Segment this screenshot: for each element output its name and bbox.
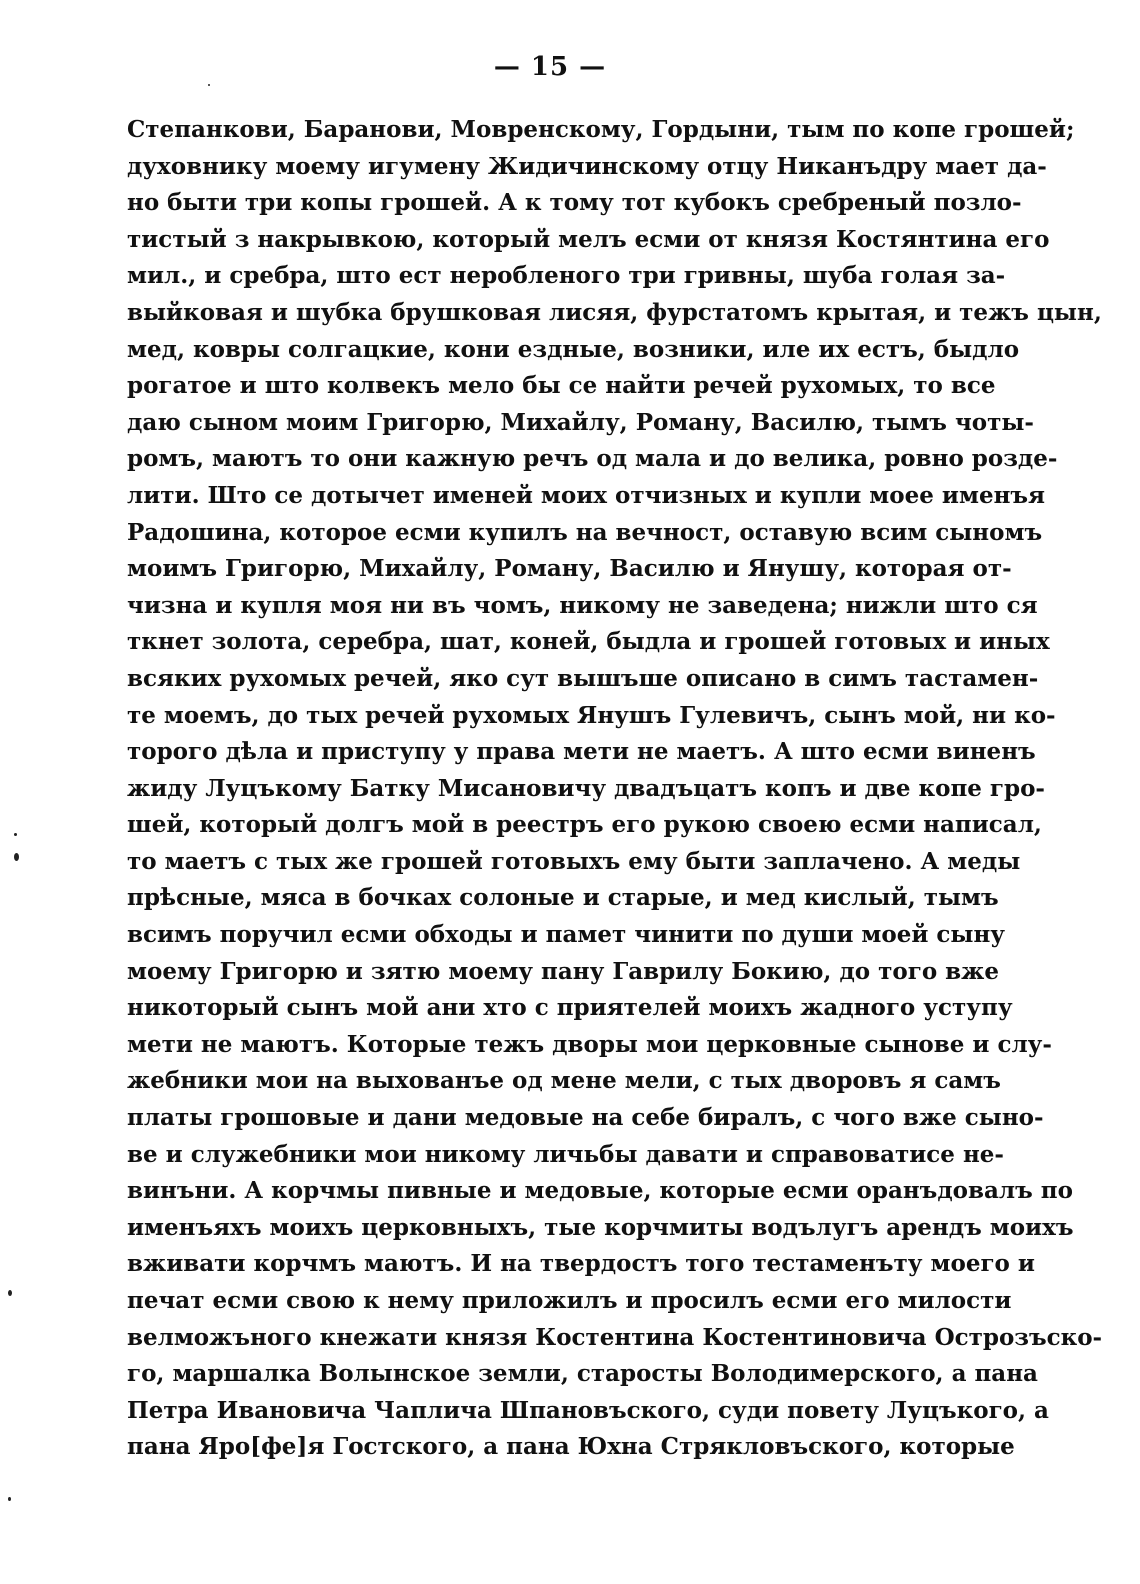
text-line: то маетъ с тых же грошей готовыхъ ему быти заплачено. А меды — [127, 847, 1021, 875]
text-line: всимъ поручил есми обходы и памет чинити по души моей сыну — [127, 921, 1006, 949]
text-line: духовнику моему игумену Жидичинскому отцу Никанъдру мает да- — [127, 152, 1047, 180]
text-line: ромъ, маютъ то они кажную речъ од мала и до велика, ровно розде- — [127, 445, 1058, 473]
text-line: шей, который долгъ мой в реестръ его рукою своею есми написал, — [127, 811, 1042, 839]
scan-speck — [14, 853, 19, 861]
text-line: вживати корчмъ маютъ. И на твердостъ того тестаменъту моего и — [127, 1250, 1035, 1278]
text-line: Степанкови, Баранови, Мовренскому, Гордыни, тым по копе грошей; — [127, 116, 1075, 143]
text-line: но быти три копы грошей. А к тому тот кубокъ сребреный позло- — [127, 189, 1022, 217]
text-line: платы грошовые и дани медовые на себе биралъ, с чого вже сыно- — [127, 1104, 1044, 1132]
text-line: чизна и купля моя ни въ чомъ, никому не заведена; нижли што ся — [127, 591, 1038, 619]
scan-speck — [208, 84, 210, 86]
text-line: лити. Што се дотычет именей моих отчизных и купли моее именъя — [127, 481, 1046, 509]
text-line: даю сыном моим Григорю, Михайлу, Роману, Василю, тымъ чоты- — [127, 408, 1034, 436]
text-line: те моемъ, до тых речей рухомых Янушъ Гулевичъ, сынъ мой, ни ко- — [127, 701, 1056, 729]
text-line: печат есми свою к нему приложилъ и просилъ есми его милости — [127, 1287, 1012, 1314]
text-line: велможъного кнежати князя Костентина Костентиновича Острозъско- — [127, 1323, 1103, 1351]
text-line: ве и служебники мои никому личьбы давати и справоватисе не- — [127, 1140, 1004, 1168]
scan-speck — [8, 1497, 11, 1501]
text-line: пана Яро[фе]я Гостского, а пана Юхна Стрякловъского, которые — [127, 1433, 1015, 1461]
text-line: торого дѣла и приступу у права мети не маетъ. А што есми виненъ — [127, 738, 1036, 766]
text-line: прѣсные, мяса в бочках солоные и старые, и мед кислый, тымъ — [127, 884, 999, 912]
text-line: мед, ковры солгацкие, кони ездные, возники, иле их естъ, быдло — [127, 335, 1020, 363]
text-line: жиду Луцъкому Батку Мисановичу двадъцатъ копъ и две копе гро- — [127, 774, 1045, 802]
text-line: винъни. А корчмы пивные и медовые, которые есми оранъдовалъ по — [127, 1177, 1073, 1205]
body-text — [127, 112, 1103, 1466]
text-line: именъяхъ моихъ церковныхъ, тые корчмиты водълугъ арендъ моихъ — [127, 1213, 1074, 1241]
scan-speck — [8, 1290, 12, 1296]
text-line: моимъ Григорю, Михайлу, Роману, Василю и Янушу, которая от- — [127, 555, 1012, 583]
text-line: го, маршалка Волынское земли, старосты Володимерского, а пана — [127, 1360, 1038, 1388]
text-line: Радошина, которое есми купилъ на вечност, оставую всим сыномъ — [127, 518, 1043, 546]
text-line: тистый з накрывкою, который мелъ есми от князя Костянтина его — [127, 225, 1050, 253]
text-line: рогатое и што колвекъ мело бы се найти речей рухомых, то все — [127, 372, 996, 400]
text-line: ткнет золота, серебра, шат, коней, быдла и грошей готовых и иных — [127, 628, 1050, 656]
text-line: Петра Ивановича Чаплича Шпановъского, суди повету Луцъкого, а — [127, 1396, 1049, 1424]
text-line: мил., и сребра, што ест неробленого три гривны, шуба голая за- — [127, 262, 1006, 290]
scan-speck — [14, 833, 17, 836]
text-line: моему Григорю и зятю моему пану Гаврилу Бокию, до того вже — [127, 957, 1000, 985]
text-line: выйковая и шубка брушковая лисяя, фурстатомъ крытая, и тежъ цын, — [127, 298, 1102, 326]
text-line: мети не маютъ. Которые тежъ дворы мои церковные сынове и слу- — [127, 1030, 1052, 1058]
text-line: никоторый сынъ мой ани хто с приятелей моихъ жадного уступу — [127, 994, 1013, 1022]
text-line: жебники мои на выхованъе од мене мели, с тых дворовъ я самъ — [127, 1067, 1001, 1095]
page-number: — 15 — — [493, 52, 607, 82]
text-line: всяких рухомых речей, яко сут вышъше описано в симъ тастамен- — [127, 664, 1039, 692]
